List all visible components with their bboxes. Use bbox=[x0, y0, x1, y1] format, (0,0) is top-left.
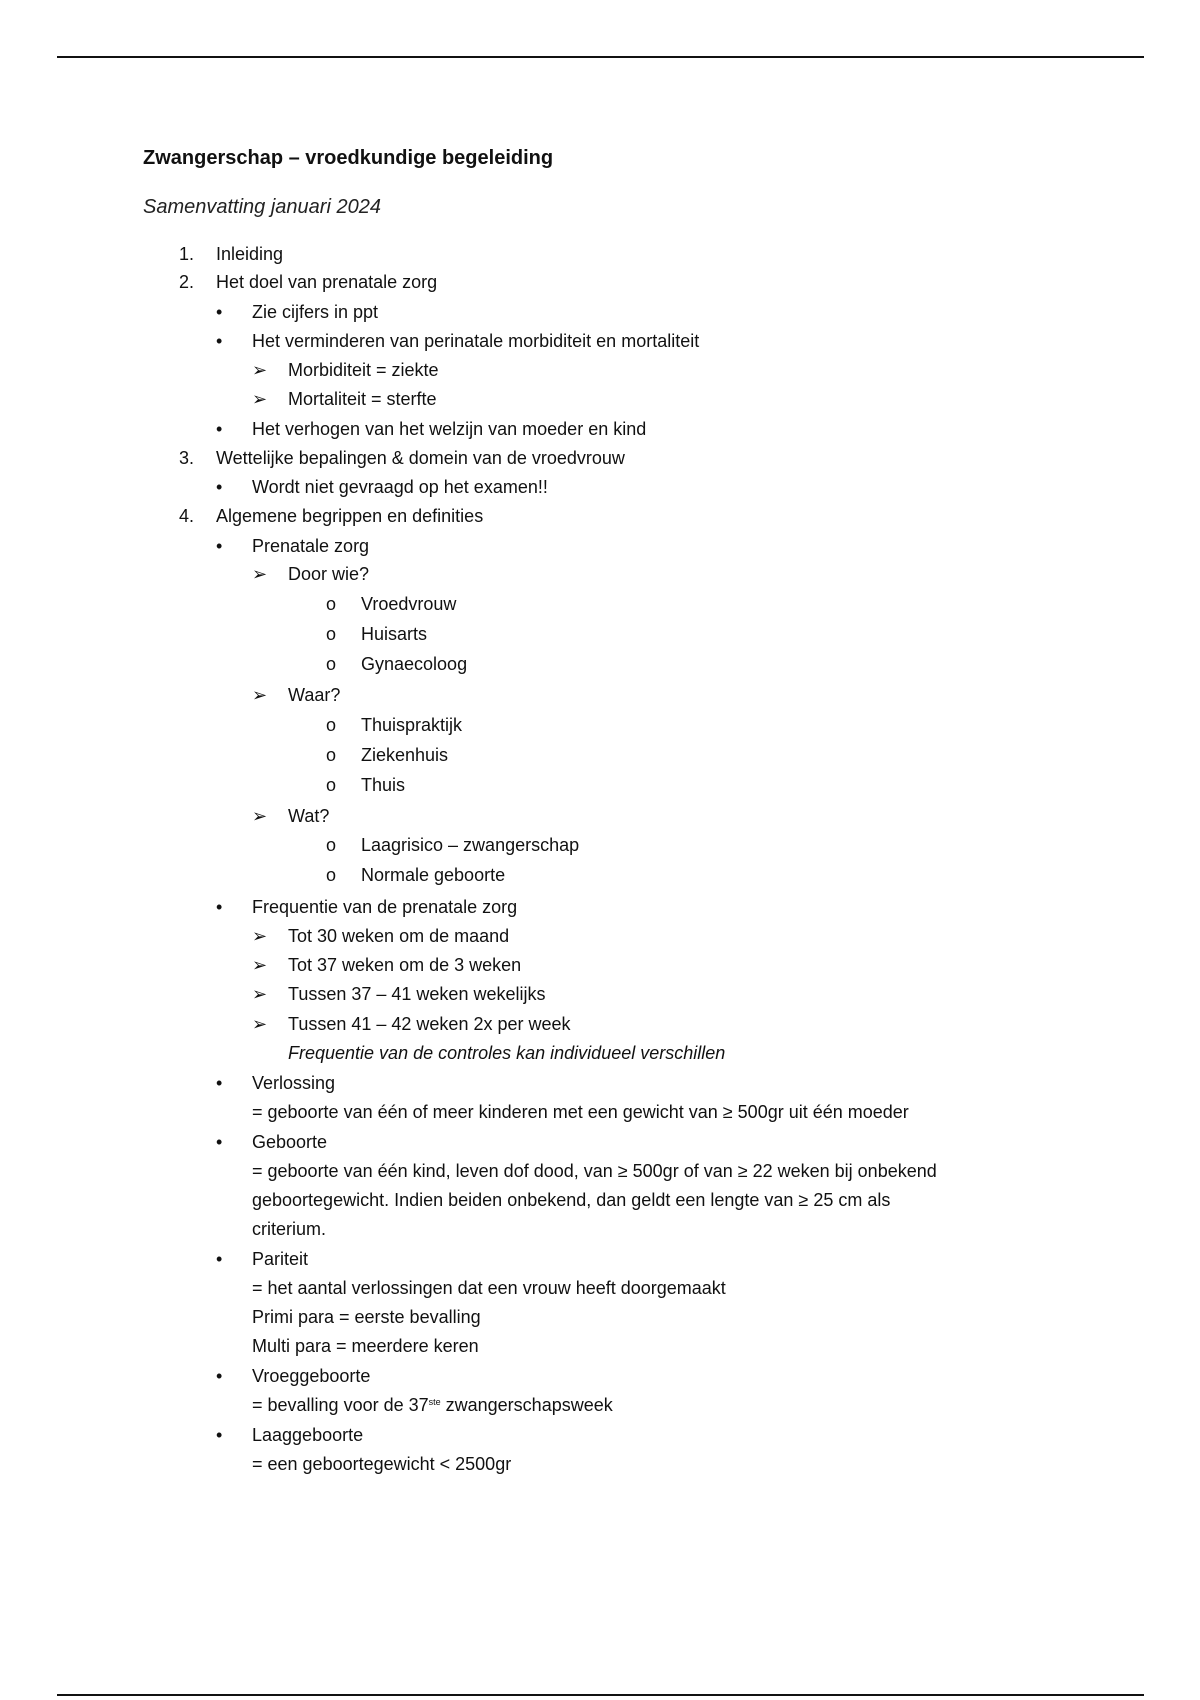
section-title: Algemene begrippen en definities bbox=[216, 506, 484, 526]
definition-text: = het aantal verlossingen dat een vrouw heeft doorgemaakt bbox=[252, 1278, 726, 1298]
ordinal-suffix: ste bbox=[428, 1397, 441, 1407]
arrow-icon: ➢ bbox=[252, 806, 268, 826]
section-title: Wettelijke bepalingen & domein van de vroedvrouw bbox=[216, 448, 625, 468]
list-item: Tot 30 weken om de maand bbox=[288, 926, 510, 946]
list-item: Tussen 41 – 42 weken 2x per week bbox=[288, 1014, 571, 1034]
arrow-icon: ➢ bbox=[252, 1014, 268, 1034]
definition-term: Verlossing bbox=[252, 1073, 336, 1093]
definition-text: = een geboortegewicht < 2500gr bbox=[252, 1454, 512, 1474]
arrow-icon: ➢ bbox=[252, 955, 268, 975]
definition-text: criterium. bbox=[252, 1219, 327, 1239]
section-number: 3. bbox=[179, 448, 195, 468]
circle-icon: o bbox=[326, 745, 337, 765]
bullet-icon: • bbox=[216, 331, 223, 351]
list-item: Vroedvrouw bbox=[361, 594, 457, 614]
definition-text bbox=[252, 1392, 613, 1418]
arrow-icon: ➢ bbox=[252, 984, 268, 1004]
list-item: Prenatale zorg bbox=[252, 536, 370, 556]
list-item: Thuispraktijk bbox=[361, 715, 463, 735]
list-item: Mortaliteit = sterfte bbox=[288, 389, 437, 409]
list-item: Laagrisico – zwangerschap bbox=[361, 835, 580, 855]
list-item: Huisarts bbox=[361, 624, 428, 644]
definition-text: geboortegewicht. Indien beiden onbekend, dan geldt een lengte van ≥ 25 cm als bbox=[252, 1190, 891, 1210]
circle-icon: o bbox=[326, 715, 337, 735]
section-title: Het doel van prenatale zorg bbox=[216, 272, 438, 292]
definition-text-end: zwangerschapsweek bbox=[440, 1395, 613, 1415]
circle-icon: o bbox=[326, 594, 337, 614]
bullet-icon: • bbox=[216, 477, 223, 497]
arrow-icon: ➢ bbox=[252, 360, 268, 380]
circle-icon: o bbox=[326, 654, 337, 674]
document-subtitle: Samenvatting januari 2024 bbox=[143, 196, 381, 218]
list-item: Thuis bbox=[361, 775, 406, 795]
header-rule bbox=[57, 56, 1144, 58]
arrow-icon: ➢ bbox=[252, 685, 268, 705]
section-title: Inleiding bbox=[216, 244, 284, 264]
circle-icon: o bbox=[326, 865, 337, 885]
definition-text: = geboorte van één of meer kinderen met een gewicht van ≥ 500gr uit één moeder bbox=[252, 1102, 909, 1122]
arrow-icon: ➢ bbox=[252, 389, 268, 409]
list-item: Wat? bbox=[288, 806, 330, 826]
document-title: Zwangerschap – vroedkundige begeleiding bbox=[143, 147, 554, 169]
definition-text-start: = bevalling voor de 37 bbox=[252, 1395, 429, 1415]
list-item: Waar? bbox=[288, 685, 341, 705]
arrow-icon: ➢ bbox=[252, 564, 268, 584]
definition-text: Primi para = eerste bevalling bbox=[252, 1307, 481, 1327]
definition-term: Pariteit bbox=[252, 1249, 309, 1269]
list-item: Tot 37 weken om de 3 weken bbox=[288, 955, 522, 975]
footer-rule bbox=[57, 1694, 1144, 1696]
circle-icon: o bbox=[326, 775, 337, 795]
definition-text: Multi para = meerdere keren bbox=[252, 1336, 479, 1356]
list-item: Frequentie van de prenatale zorg bbox=[252, 897, 518, 917]
frequency-note: Frequentie van de controles kan individueel verschillen bbox=[288, 1043, 726, 1063]
list-item: Wordt niet gevraagd op het examen!! bbox=[252, 477, 548, 497]
bullet-icon: • bbox=[216, 1366, 223, 1386]
bullet-icon: • bbox=[216, 419, 223, 439]
arrow-icon: ➢ bbox=[252, 926, 268, 946]
list-item: Het verhogen van het welzijn van moeder en kind bbox=[252, 419, 647, 439]
definition-term: Geboorte bbox=[252, 1132, 328, 1152]
bullet-icon: • bbox=[216, 1249, 223, 1269]
section-number: 4. bbox=[179, 506, 195, 526]
list-item: Het verminderen van perinatale morbiditeit en mortaliteit bbox=[252, 331, 700, 351]
list-item: Door wie? bbox=[288, 564, 370, 584]
bullet-icon: • bbox=[216, 536, 223, 556]
definition-term: Vroeggeboorte bbox=[252, 1366, 371, 1386]
list-item: Tussen 37 – 41 weken wekelijks bbox=[288, 984, 546, 1004]
bullet-icon: • bbox=[216, 302, 223, 322]
bullet-icon: • bbox=[216, 1132, 223, 1152]
list-item: Ziekenhuis bbox=[361, 745, 449, 765]
definition-text: = geboorte van één kind, leven dof dood, van ≥ 500gr of van ≥ 22 weken bij onbekend bbox=[252, 1161, 937, 1181]
list-item: Normale geboorte bbox=[361, 865, 506, 885]
bullet-icon: • bbox=[216, 1425, 223, 1445]
list-item: Morbiditeit = ziekte bbox=[288, 360, 439, 380]
section-number: 2. bbox=[179, 272, 195, 292]
bullet-icon: • bbox=[216, 1073, 223, 1093]
circle-icon: o bbox=[326, 624, 337, 644]
list-item: Zie cijfers in ppt bbox=[252, 302, 379, 322]
definition-term: Laaggeboorte bbox=[252, 1425, 364, 1445]
section-number: 1. bbox=[179, 244, 195, 264]
list-item: Gynaecoloog bbox=[361, 654, 468, 674]
circle-icon: o bbox=[326, 835, 337, 855]
bullet-icon: • bbox=[216, 897, 223, 917]
